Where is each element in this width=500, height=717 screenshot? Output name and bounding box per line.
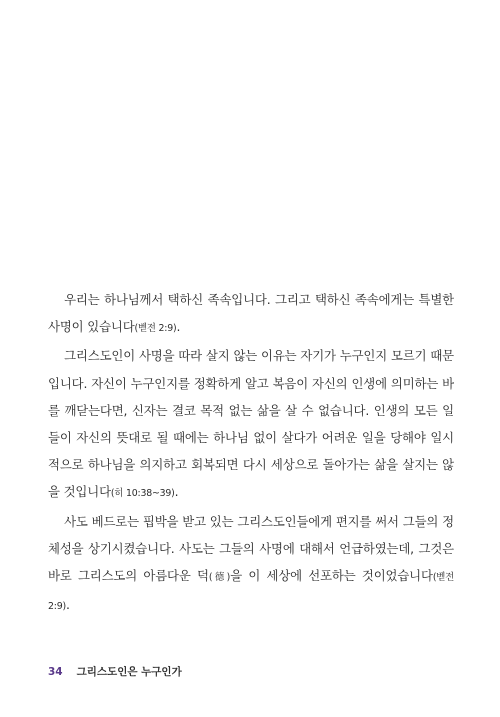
paragraph-1-end: . (176, 319, 181, 335)
paragraph-1-text: 우리는 하나님께서 택하신 족속입니다. 그리고 택하신 족속에게는 특별한 사명이 있습니다 (48, 292, 454, 335)
paragraph-3-reference: (벧전 2:9) (48, 572, 454, 613)
paragraph-2-end: . (174, 484, 179, 500)
body-text (48, 286, 454, 620)
paragraph-3-text-after: 을 이 세상에 선포하는 것이었습니다 (230, 568, 433, 584)
paragraph-3-hanja: (德) (208, 572, 231, 584)
paragraph-3-text-before: 사도 베드로는 핍박을 받고 있는 그리스도인들에게 편지를 써서 그들의 정체성을 상기시켰습니다. 사도는 그들의 사명에 대해서 언급하였는데, 그것은 바로 그리스도의 아름다운 덕 (48, 513, 454, 584)
page-footer (48, 664, 182, 679)
running-title: 그리스도인은 누구인가 (76, 666, 182, 678)
paragraph-1-reference: (벧전 2:9) (134, 323, 177, 335)
paragraph-3 (48, 508, 454, 621)
paragraph-3-end: . (65, 597, 70, 613)
paragraph-2-text: 그리스도인이 사명을 따라 살지 않는 이유는 자기가 누구인지 모르기 때문입니다. 자신이 누구인지를 정확하게 알고 복음이 자신의 인생에 의미하는 바를 깨닫는다면, 신자는 결코 목적 없는 삶을 살 수 없습니다. 인생의 모든 일들이 자신의 뜻대로 될 때에는 하나님 없이 살다가 어려운 일을 당해야 일시적으로 하나님을 의지하고 회복되면 다시 세상으로 돌아가는 삶을 살지는 않을 것입니다 (48, 348, 454, 500)
page-number: 34 (48, 666, 63, 678)
paragraph-1 (48, 286, 454, 342)
paragraph-2-reference: (히 10:38~39) (110, 488, 175, 500)
paragraph-2 (48, 342, 454, 507)
